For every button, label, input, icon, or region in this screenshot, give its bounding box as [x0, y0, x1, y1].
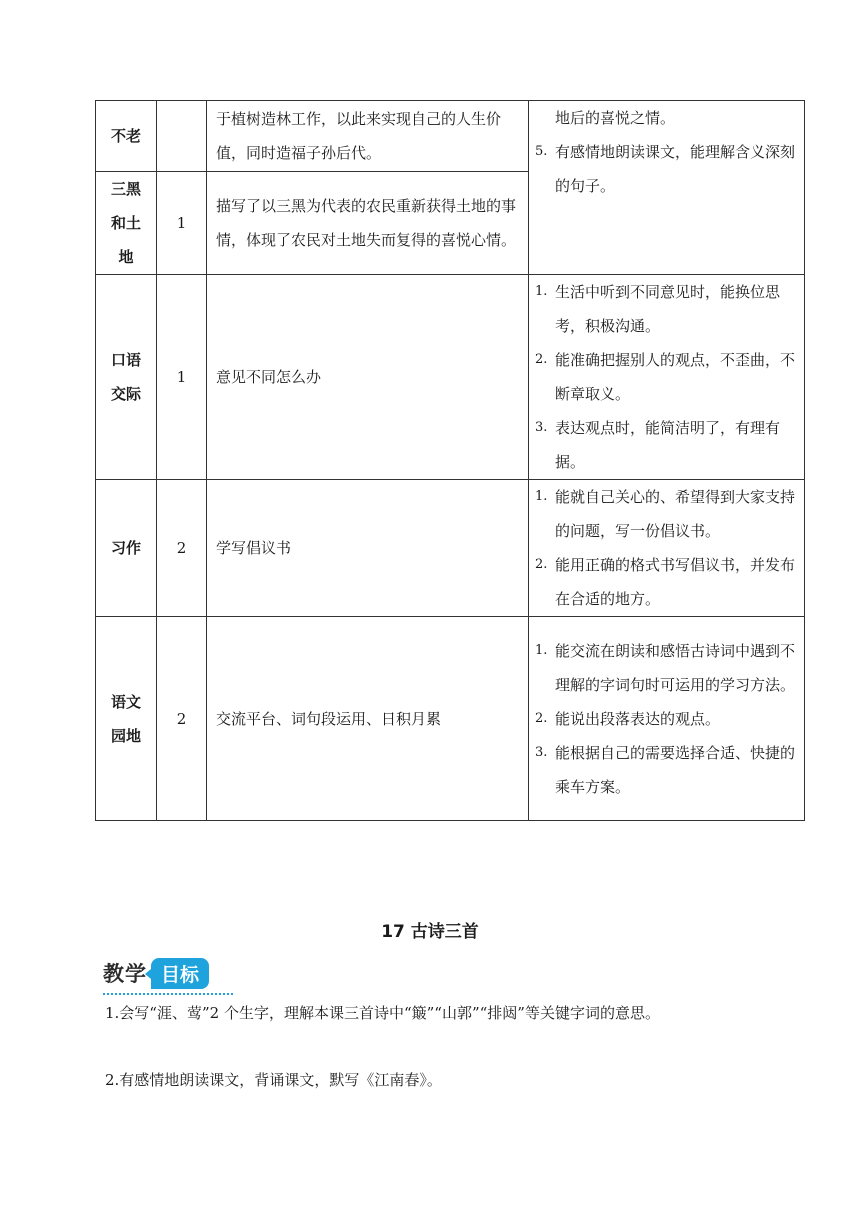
content-summary: 于植树造林工作，以此来实现自己的人生价值，同时造福子孙后代。	[207, 101, 529, 172]
goal-item	[529, 702, 804, 736]
goals-cell	[529, 617, 805, 821]
class-hours: 2	[157, 480, 207, 617]
goal-item	[529, 480, 804, 548]
goal-text: 生活中听到不同意见时，能换位思考，积极沟通。	[555, 283, 781, 335]
section-badge	[103, 956, 209, 990]
unit-name: 语文园地	[96, 617, 157, 821]
unit-name: 三黑和土地	[96, 172, 157, 275]
goal-number: 2.	[535, 557, 548, 572]
teaching-plan-table	[95, 100, 805, 821]
goal-text: 能准确把握别人的观点，不歪曲，不断章取义。	[555, 351, 796, 403]
dotted-divider	[103, 993, 233, 995]
goal-item	[529, 275, 804, 343]
goals-cell	[529, 480, 805, 617]
class-hours: 2	[157, 617, 207, 821]
unit-name: 习作	[96, 480, 157, 617]
badge-right-text: 目标	[151, 958, 209, 989]
objective-2: 2.有感情地朗读课文，背诵课文，默写《江南春》。	[105, 1071, 442, 1089]
goal-text: 能交流在朗读和感悟古诗词中遇到不理解的字词句时可运用的学习方法。	[555, 641, 796, 694]
goal-item	[529, 634, 804, 702]
class-hours: 1	[157, 275, 207, 480]
table-row	[96, 617, 805, 821]
goal-number: 2.	[535, 710, 548, 726]
goal-number: 2.	[535, 352, 548, 367]
goal-text: 有感情地朗读课文，能理解含义深刻的句子。	[555, 143, 796, 195]
badge-left-text: 教学	[103, 962, 147, 986]
goal-text: 能说出段落表达的观点。	[555, 709, 721, 728]
class-hours: 1	[157, 172, 207, 275]
table-row	[96, 101, 805, 172]
goal-number: 3.	[535, 420, 548, 435]
goal-number: 3.	[535, 744, 548, 760]
content-summary: 意见不同怎么办	[207, 275, 529, 480]
goals-cell	[529, 275, 805, 480]
table-row	[96, 275, 805, 480]
goal-continued: 地后的喜悦之情。	[555, 109, 676, 127]
goal-text: 能根据自己的需要选择合适、快捷的乘车方案。	[555, 743, 796, 796]
goal-number: 1.	[535, 284, 548, 299]
goal-text: 能用正确的格式书写倡议书，并发布在合适的地方。	[555, 556, 796, 608]
lesson-title: 17 古诗三首	[381, 922, 479, 942]
goal-text: 能就自己关心的、希望得到大家支持的问题，写一份倡议书。	[555, 488, 796, 540]
goal-item	[529, 548, 804, 616]
table-row	[96, 480, 805, 617]
unit-name: 口语交际	[96, 275, 157, 480]
goal-text: 表达观点时，能简洁明了，有理有据。	[555, 419, 781, 471]
goal-number: 5.	[535, 144, 548, 159]
goal-item	[529, 736, 804, 804]
unit-name: 不老	[96, 101, 157, 172]
goal-item	[529, 343, 804, 411]
goal-item	[529, 411, 804, 479]
class-hours	[157, 101, 207, 172]
content-summary: 学写倡议书	[207, 480, 529, 617]
goal-item	[529, 135, 804, 203]
content-summary: 交流平台、词句段运用、日积月累	[207, 617, 529, 821]
goals-cell	[529, 101, 805, 275]
content-summary: 描写了以三黑为代表的农民重新获得土地的事情，体现了农民对土地失而复得的喜悦心情。	[207, 172, 529, 275]
goal-number: 1.	[535, 642, 548, 658]
goal-number: 1.	[535, 489, 548, 504]
objective-1: 1.会写“涯、莺”2 个生字，理解本课三首诗中“簸”“山郭”“排闼”等关键字词的意思。	[105, 1004, 660, 1022]
